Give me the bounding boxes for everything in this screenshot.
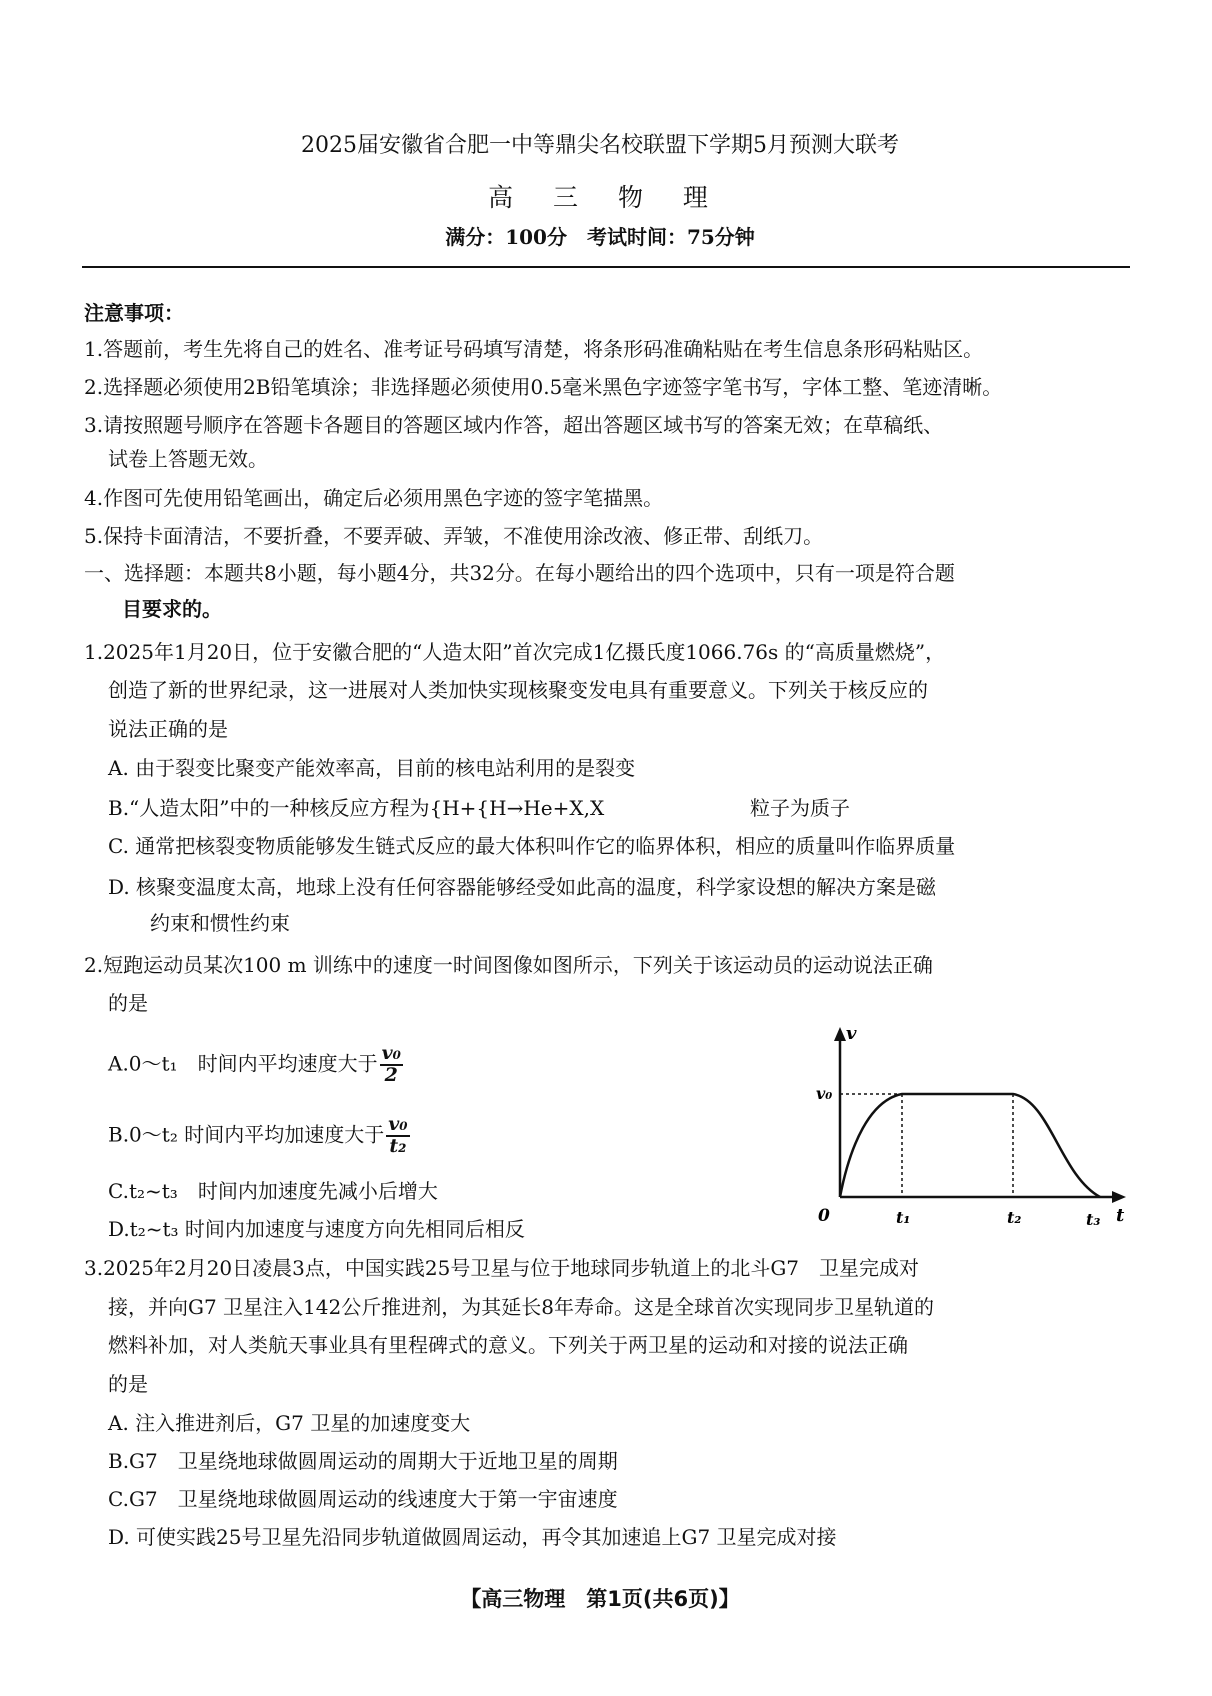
q2-option-d: D.t₂~t₃ 时间内加速度与速度方向先相同后相反: [108, 1217, 525, 1241]
q2-option-b: B.0～t₂ 时间内平均加速度大于 $\frac{\text{v₀}}{\text{t₂}}$: [108, 1113, 408, 1157]
t1-label: t₁: [896, 1208, 911, 1227]
velocity-time-graph: [816, 1023, 1130, 1229]
q3-option-b: B.G7 卫星绕地球做圆周运动的周期大于近地卫星的周期: [108, 1449, 618, 1473]
q1-option-c: C. 通常把核裂变物质能够发生链式反应的最大体积叫作它的临界体积，相应的质量叫作临界质量: [108, 834, 956, 858]
notice-item: 2.选择题必须使用2B铅笔填涂；非选择题必须使用0.5毫米黑色字迹签字笔书写，字体工整、笔迹清晰。: [84, 375, 1003, 399]
q1-option-b: B.“人造太阳”中的一种核反应方程为{H+{H→He+X,X: [108, 796, 605, 820]
q1-option-d-cont: 约束和惯性约束: [150, 911, 290, 935]
q2-option-a: A.0～t₁ 时间内平均速度大于 $\frac{\text{v₀}}{2}$: [108, 1042, 401, 1086]
q1-option-a: A. 由于裂变比聚变产能效率高，目前的核电站利用的是裂变: [108, 756, 636, 780]
q1-option-b-end: 粒子为质子: [750, 796, 850, 820]
q3-option-c: C.G7 卫星绕地球做圆周运动的线速度大于第一宇宙速度: [108, 1487, 618, 1511]
q1-stem: 说法正确的是: [108, 717, 228, 741]
v0-label: v₀: [816, 1084, 833, 1103]
t3-label: t₃: [1086, 1210, 1101, 1229]
q1-stem: 创造了新的世界纪录，这一进展对人类加快实现核聚变发电具有重要意义。下列关于核反应的: [108, 678, 928, 702]
header-rule: [82, 266, 1130, 268]
notice-item: 4.作图可先使用铅笔画出，确定后必须用黑色字迹的签字笔描黑。: [84, 486, 664, 510]
notice-heading: 注意事项：: [84, 301, 184, 325]
notice-item: 试卷上答题无效。: [108, 447, 268, 471]
notice-item: 5.保持卡面清洁，不要折叠，不要弄破、弄皱，不准使用涂改液、修正带、刮纸刀。: [84, 524, 824, 548]
q2-stem: 的是: [108, 991, 148, 1015]
t2-label: t₂: [1007, 1208, 1022, 1227]
section-heading: 一、选择题：本题共8小题，每小题4分，共32分。在每小题给出的四个选项中，只有一项是符合题: [84, 561, 955, 585]
notice-item: 3.请按照题号顺序在答题卡各题目的答题区域内作答，超出答题区域书写的答案无效；在草稿纸、: [84, 413, 944, 437]
t-axis-label: t: [1116, 1205, 1125, 1226]
q1-option-d: D. 核聚变温度太高，地球上没有任何容器能够经受如此高的温度，科学家设想的解决方案是磁: [108, 875, 937, 899]
q2-stem: 2.短跑运动员某次100 m 训练中的速度一时间图像如图所示，下列关于该运动员的运动说法正确: [84, 953, 933, 977]
q2-option-c: C.t₂~t₃ 时间内加速度先减小后增大: [108, 1179, 438, 1203]
v-axis-label: v: [846, 1023, 857, 1044]
q3-stem: 3.2025年2月20日凌晨3点，中国实践25号卫星与位于地球同步轨道上的北斗G7 卫星完成对: [84, 1256, 920, 1280]
q3-stem: 的是: [108, 1372, 148, 1396]
fraction: $\frac{\text{v₀}}{\text{t₂}}$: [388, 1113, 408, 1157]
q1-stem: 1.2025年1月20日，位于安徽合肥的“人造太阳”首次完成1亿摄氏度1066.76s 的“高质量燃烧”，: [84, 640, 946, 664]
subject-title: 高 三 物 理: [488, 183, 724, 212]
section-heading-cont: 目要求的。: [122, 597, 222, 621]
q3-option-a: A. 注入推进剂后，G7 卫星的加速度变大: [108, 1411, 471, 1435]
notice-item: 1.答题前，考生先将自己的姓名、准考证号码填写清楚，将条形码准确粘贴在考生信息条形码粘贴区。: [84, 337, 984, 361]
q3-stem: 燃料补加，对人类航天事业具有里程碑式的意义。下列关于两卫星的运动和对接的说法正确: [108, 1333, 908, 1357]
origin-label: 0: [818, 1206, 830, 1226]
q3-option-d: D. 可使实践25号卫星先沿同步轨道做圆周运动，再令其加速追上G7 卫星完成对接: [108, 1525, 837, 1549]
q3-stem: 接，并向G7 卫星注入142公斤推进剂，为其延长8年寿命。这是全球首次实现同步卫星轨道的: [108, 1295, 934, 1319]
exam-title: 2025届安徽省合肥一中等鼎尖名校联盟下学期5月预测大联考: [301, 133, 899, 158]
page-footer: 【高三物理 第1页(共6页)】: [460, 1587, 740, 1611]
fraction: $\frac{\text{v₀}}{2}$: [381, 1042, 401, 1086]
exam-meta: 满分：100分 考试时间：75分钟: [445, 225, 755, 249]
